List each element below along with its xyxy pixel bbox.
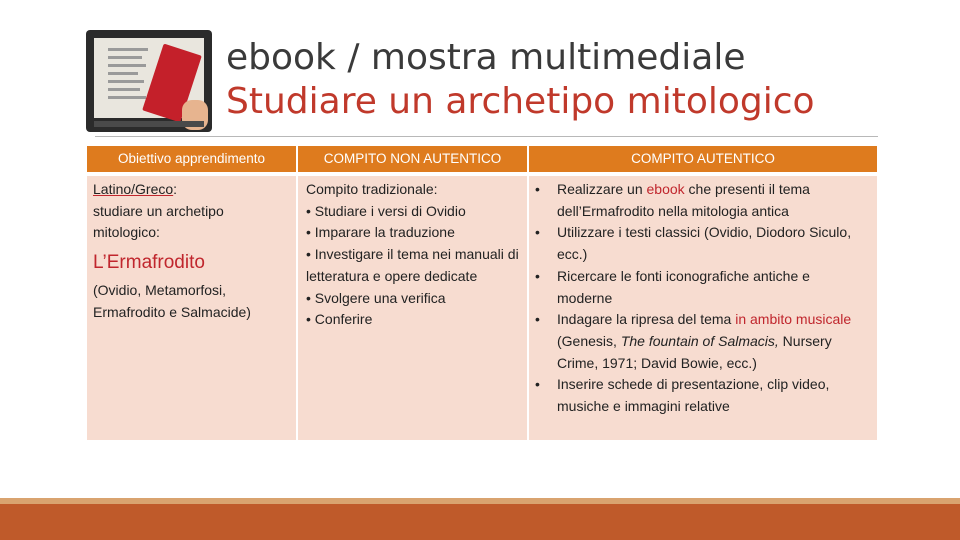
header-compito-non-autentico: COMPITO NON AUTENTICO: [298, 146, 527, 172]
footer-bar: [0, 498, 960, 540]
item-text: Realizzare un: [557, 181, 647, 197]
text-line-decoration: [108, 88, 140, 91]
ebook-reader-image: [86, 30, 212, 132]
cell-obiettivo: [87, 176, 296, 440]
bullet-icon: •: [535, 224, 540, 241]
cell-compito-non-autentico: [298, 176, 527, 440]
song-title: The fountain of Salmacis,: [620, 332, 779, 349]
list-item: [535, 309, 869, 374]
item-text: Ricercare le fonti iconografiche antiche e moderne: [557, 267, 810, 306]
reader-toolbar: [94, 121, 204, 127]
text-line-decoration: [108, 48, 148, 51]
list-item: • Investigare il tema nei manuali di letteratura e opere dedicate: [306, 246, 519, 284]
bullet-icon: •: [535, 267, 540, 284]
ebook-highlight: ebook: [646, 181, 685, 197]
bullet-icon: •: [535, 376, 540, 393]
text-line-decoration: [108, 96, 146, 99]
item-text: Nursery Crime, 1971; David Bowie, ecc.): [557, 332, 832, 371]
comparison-table: [87, 146, 877, 440]
slide-title: [226, 36, 815, 124]
title-line-1: ebook / mostra multimediale: [226, 37, 746, 78]
text-line-decoration: [108, 80, 144, 83]
myth-title: L’Ermafrodito: [93, 252, 205, 274]
text-line-decoration: [108, 72, 138, 75]
list-item: [535, 374, 869, 417]
item-text: che presenti il tema dell’Ermafrodito nella mitologia antica: [557, 181, 810, 219]
footer-stripe: [0, 498, 960, 504]
objective-text: studiare un archetipo mitologico:: [93, 202, 224, 241]
list-item: [535, 179, 869, 222]
subject-colon: :: [173, 181, 178, 197]
list-item: • Conferire: [306, 311, 373, 328]
header-compito-autentico: COMPITO AUTENTICO: [529, 146, 877, 172]
item-text: Indagare la ripresa del tema: [557, 311, 736, 328]
list-item: • Imparare la traduzione: [306, 224, 455, 241]
text-line-decoration: [108, 64, 146, 67]
item-text: Inserire schede di presentazione, clip video, musiche e immagini relative: [557, 376, 830, 415]
title-line-2: Studiare un archetipo mitologico: [226, 81, 815, 122]
header-obiettivo: Obiettivo apprendimento: [87, 146, 296, 172]
list-item: • Studiare i versi di Ovidio: [306, 202, 466, 219]
title-divider: [95, 136, 878, 137]
bullet-icon: •: [535, 181, 540, 197]
authentic-task-list: [535, 179, 869, 418]
list-item: [535, 222, 869, 265]
bullet-icon: •: [535, 311, 540, 328]
subject-label: Latino/Greco: [93, 181, 174, 197]
music-highlight: in ambito musicale: [735, 311, 852, 328]
traditional-intro: Compito tradizionale:: [306, 181, 438, 197]
item-text: Utilizzare i testi classici (Ovidio, Diodoro Siculo, ecc.): [557, 224, 852, 263]
list-item: • Svolgere una verifica: [306, 289, 446, 306]
item-text: (Genesis,: [557, 332, 621, 349]
text-line-decoration: [108, 56, 142, 59]
objective-note: (Ovidio, Metamorfosi, Ermafrodito e Salmacide): [93, 282, 251, 320]
cell-compito-autentico: [529, 176, 877, 440]
list-item: [535, 266, 869, 309]
subject-line: [93, 179, 290, 201]
